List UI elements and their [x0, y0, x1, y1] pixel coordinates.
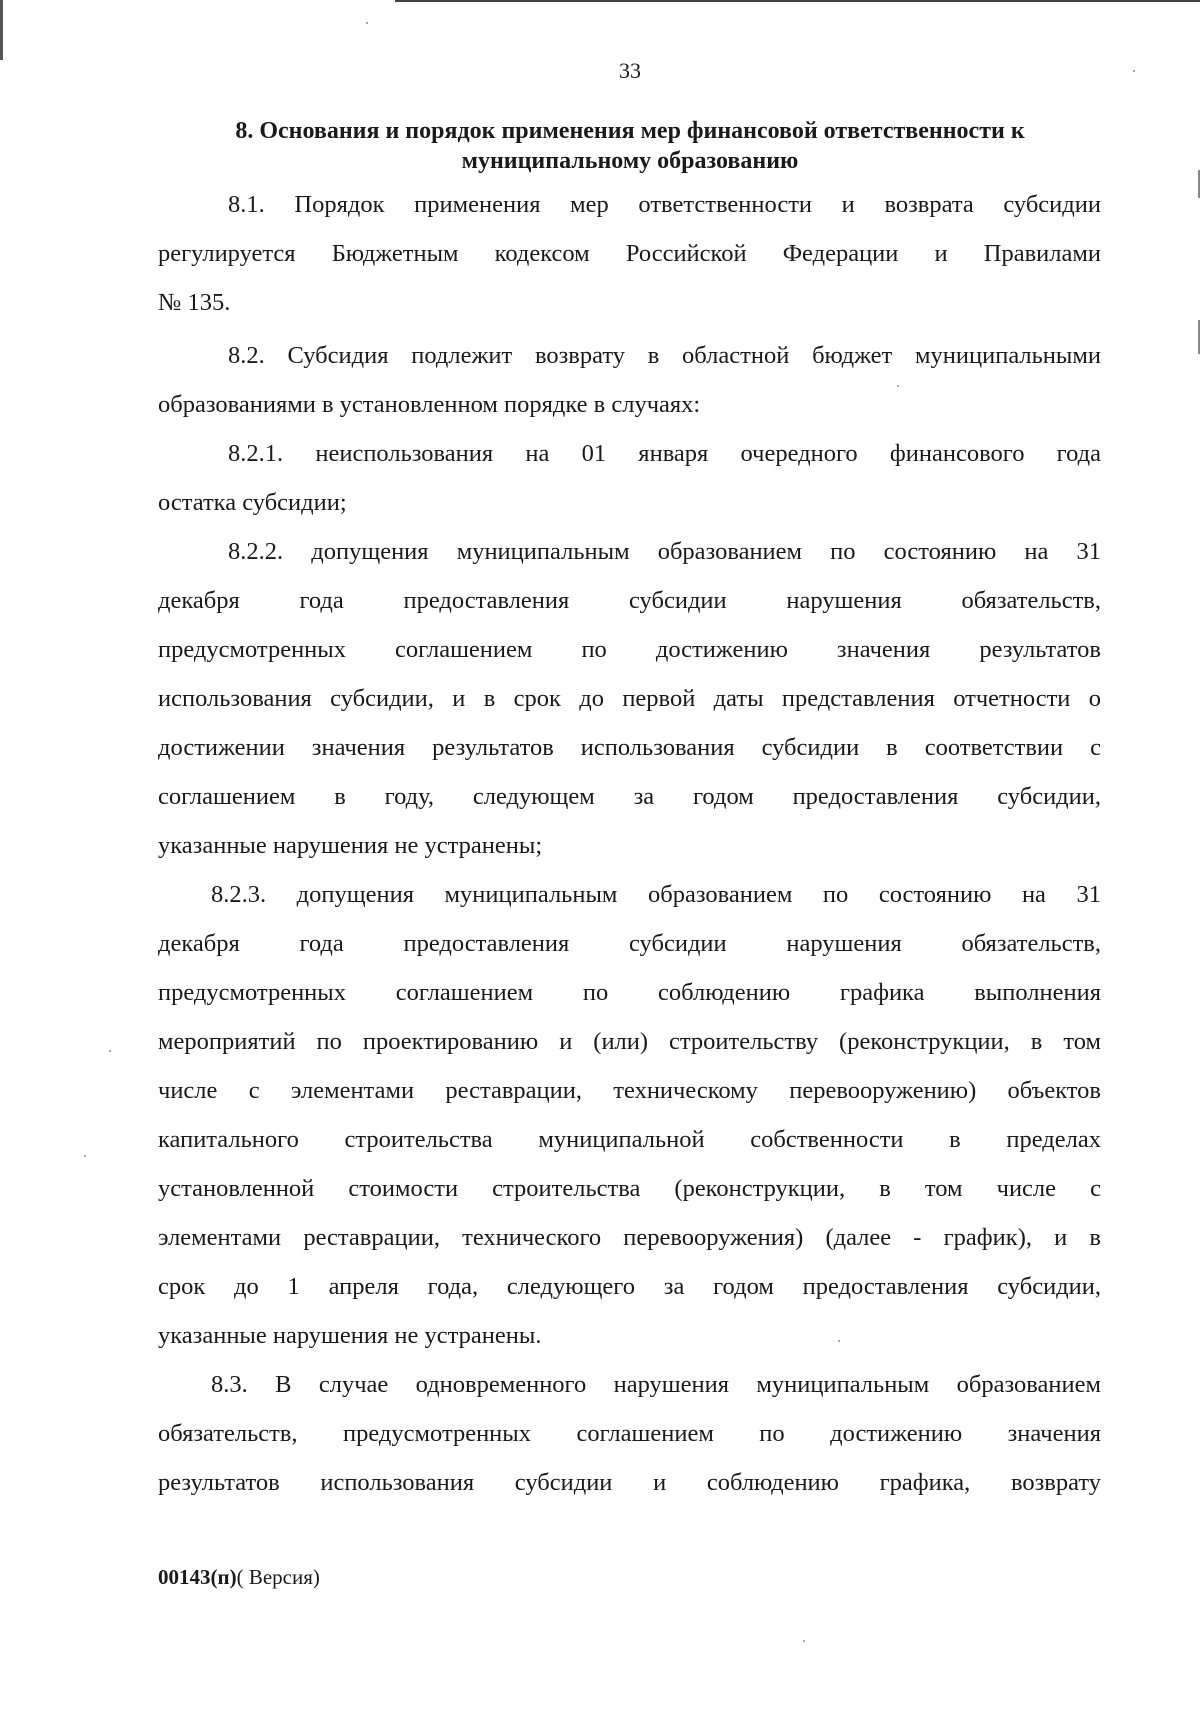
text-line: соглашением в году, следующем за годом предоставления субсидии,	[158, 783, 1101, 810]
text-line: 8.1. Порядок применения мер ответственности и возврата субсидии	[228, 191, 1101, 218]
text-line: 8.2.1. неиспользования на 01 января очередного финансового года	[228, 440, 1101, 467]
text-line: предусмотренных соглашением по соблюдению графика выполнения	[158, 979, 1101, 1006]
scan-edge-top	[395, 0, 1200, 2]
text-line: числе с элементами реставрации, техническому перевооружению) объектов	[158, 1077, 1101, 1104]
text-line: декабря года предоставления субсидии нарушения обязательств,	[158, 930, 1101, 957]
text-line: установленной стоимости строительства (реконструкции, в том числе с	[158, 1175, 1101, 1202]
text-line: срок до 1 апреля года, следующего за годом предоставления субсидии,	[158, 1273, 1101, 1300]
text-line: капитального строительства муниципальной собственности в пределах	[158, 1126, 1101, 1153]
text-line: результатов использования субсидии и соблюдению графика, возврату	[158, 1469, 1101, 1496]
scan-speck	[803, 1640, 805, 1642]
scan-edge-left	[0, 0, 3, 60]
text-line: образованиями в установленном порядке в случаях:	[158, 391, 701, 418]
section-heading-line: муниципальному образованию	[461, 148, 799, 174]
text-line: 8.2.2. допущения муниципальным образованием по состоянию на 31	[228, 538, 1101, 565]
paragraph-8-2	[158, 331, 1101, 429]
document-footer	[158, 1565, 320, 1590]
text-line: элементами реставрации, технического перевооружения) (далее - график), и в	[158, 1224, 1101, 1251]
text-line: 8.2. Субсидия подлежит возврату в областной бюджет муниципальными	[228, 342, 1101, 369]
document-version: ( Версия)	[236, 1565, 320, 1589]
text-line: мероприятий по проектированию и (или) строительству (реконструкции, в том	[158, 1028, 1101, 1055]
text-line: декабря года предоставления субсидии нарушения обязательств,	[158, 587, 1101, 614]
text-line: остатка субсидии;	[158, 489, 347, 516]
paragraph-8-2-3	[158, 870, 1101, 1360]
section-heading-line: 8. Основания и порядок применения мер финансовой ответственности к	[235, 118, 1025, 144]
paragraph-8-2-2	[158, 527, 1101, 870]
text-line: обязательств, предусмотренных соглашением по достижению значения	[158, 1420, 1101, 1447]
scan-speck	[84, 1155, 86, 1157]
section-heading	[150, 116, 1110, 176]
scan-speck	[366, 22, 368, 24]
text-line: 8.3. В случае одновременного нарушения муниципальным образованием	[211, 1371, 1101, 1398]
scan-speck	[109, 1050, 111, 1052]
paragraph-8-2-1	[158, 429, 1101, 527]
text-line: достижении значения результатов использования субсидии в соответствии с	[158, 734, 1101, 761]
text-line: использования субсидии, и в срок до первой даты представления отчетности о	[158, 685, 1101, 712]
text-line: № 135.	[158, 289, 231, 316]
text-line: предусмотренных соглашением по достижению значения результатов	[158, 636, 1101, 663]
text-line: 8.2.3. допущения муниципальным образованием по состоянию на 31	[211, 881, 1101, 908]
paragraph-8-1	[158, 180, 1101, 327]
paragraph-8-3	[158, 1360, 1101, 1507]
page-number: 33	[619, 58, 641, 83]
text-line: указанные нарушения не устранены;	[158, 832, 543, 859]
text-line: регулируется Бюджетным кодексом Российской Федерации и Правилами	[158, 240, 1101, 267]
text-line: указанные нарушения не устранены.	[158, 1322, 542, 1349]
document-code: 00143(п)	[158, 1565, 237, 1589]
